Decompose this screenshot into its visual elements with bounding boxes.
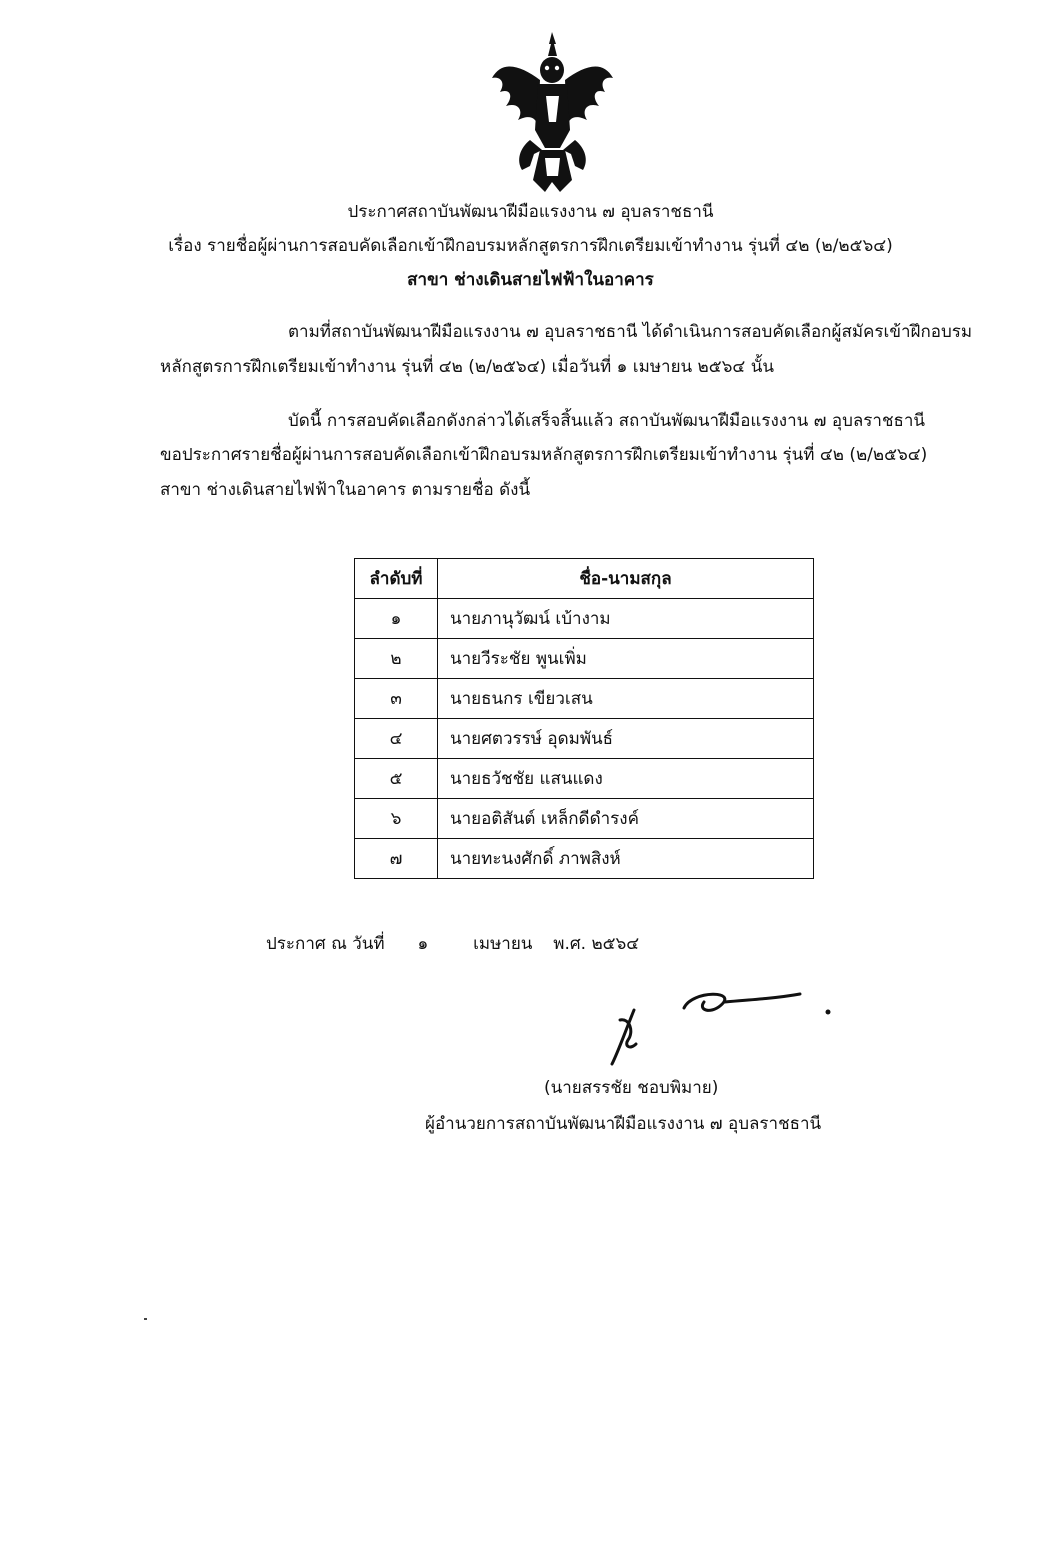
announcement-branch: สาขา ช่างเดินสายไฟฟ้าในอาคาร — [407, 270, 654, 290]
garuda-emblem-icon — [490, 30, 615, 195]
scan-speck — [144, 1318, 147, 1320]
announcement-date — [266, 930, 639, 957]
table-row — [355, 679, 814, 719]
table-row — [355, 799, 814, 839]
date-day: ๑ — [417, 934, 429, 954]
candidate-name: นายภานุวัฒน์ เบ้างาม — [438, 599, 814, 639]
passed-candidates-table — [354, 558, 814, 879]
row-number: ๔ — [355, 719, 438, 759]
candidate-name: นายทะนงศักดิ์ ภาพสิงห์ — [438, 839, 814, 879]
announcement-subject: เรื่อง รายชื่อผู้ผ่านการสอบคัดเลือกเข้าฝึกอบรมหลักสูตรการฝึกเตรียมเข้าทำงาน รุ่นที่ ๔๒ (๒/๒๕๖๔) — [168, 236, 893, 256]
row-number: ๖ — [355, 799, 438, 839]
candidate-name: นายธวัชชัย แสนแดง — [438, 759, 814, 799]
announcement-heading: ประกาศสถาบันพัฒนาฝีมือแรงงาน ๗ อุบลราชธานี — [347, 202, 714, 222]
signer-title: ผู้อำนวยการสถาบันพัฒนาฝีมือแรงงาน ๗ อุบลราชธานี — [425, 1114, 822, 1134]
table-row — [355, 839, 814, 879]
paragraph-2-line-1: บัดนี้ การสอบคัดเลือกดังกล่าวได้เสร็จสิ้นแล้ว สถาบันพัฒนาฝีมือแรงงาน ๗ อุบลราชธานี — [288, 411, 926, 431]
column-header-name: ชื่อ-นามสกุล — [438, 559, 814, 599]
paragraph-1-line-2: หลักสูตรการฝึกเตรียมเข้าทำงาน รุ่นที่ ๔๒ (๒/๒๕๖๔) เมื่อวันที่ ๑ เมษายน ๒๕๖๔ นั้น — [160, 357, 774, 377]
row-number: ๓ — [355, 679, 438, 719]
date-year: พ.ศ. ๒๕๖๔ — [553, 934, 640, 954]
candidate-name: นายศตวรรษ์ อุดมพันธ์ — [438, 719, 814, 759]
candidate-name: นายวีระชัย พูนเพิ่ม — [438, 639, 814, 679]
row-number: ๗ — [355, 839, 438, 879]
paragraph-1-line-1: ตามที่สถาบันพัฒนาฝีมือแรงงาน ๗ อุบลราชธานี ได้ดำเนินการสอบคัดเลือกผู้สมัครเข้าฝึกอบรม — [288, 322, 973, 342]
paragraph-2-line-2: ขอประกาศรายชื่อผู้ผ่านการสอบคัดเลือกเข้าฝึกอบรมหลักสูตรการฝึกเตรียมเข้าทำงาน รุ่นที่ ๔๒ (๒/๒๕๖๔) — [160, 445, 928, 465]
table-row — [355, 759, 814, 799]
candidate-name: นายธนกร เขียวเสน — [438, 679, 814, 719]
date-label: ประกาศ ณ วันที่ — [266, 934, 385, 954]
column-header-order: ลำดับที่ — [355, 559, 438, 599]
handwritten-signature — [600, 980, 850, 1070]
row-number: ๒ — [355, 639, 438, 679]
table-row — [355, 599, 814, 639]
paragraph-2-line-3: สาขา ช่างเดินสายไฟฟ้าในอาคาร ตามรายชื่อ ดังนี้ — [160, 480, 531, 500]
table-row — [355, 719, 814, 759]
table-row — [355, 639, 814, 679]
date-month: เมษายน — [473, 934, 533, 954]
row-number: ๑ — [355, 599, 438, 639]
table-header-row — [355, 559, 814, 599]
signer-name: (นายสรรชัย ชอบพิมาย) — [544, 1078, 719, 1098]
candidate-name: นายอติสันต์ เหล็กดีดำรงค์ — [438, 799, 814, 839]
row-number: ๕ — [355, 759, 438, 799]
